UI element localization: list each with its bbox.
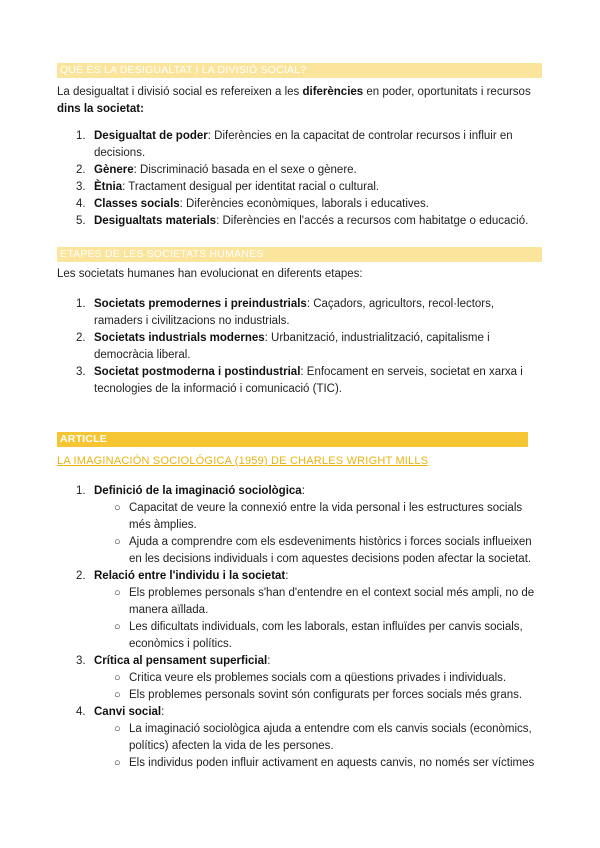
- sub-list-item: ○ Les dificultats individuals, com les laborals, estan influïdes per canvis socials, econòmics i polítics.: [114, 621, 523, 650]
- sub-list-item: ○ Ajuda a comprendre com els esdeveniments històrics i forces socials influeixen en les decisions individuals i com aquestes decisions poden afectar la societat.: [114, 536, 532, 565]
- sub-list-item: ○ Els problemes personals s'han d'entendre en el context social més ampli, no de manera aïllada.: [114, 587, 535, 616]
- section-intro-etapes: Les societats humanes han evolucionat en diferents etapes:: [57, 268, 363, 280]
- section-intro-desigualtat: La desigualtat i divisió social es refereixen a les diferències en poder, oportunitats i recursos dins la societat:: [57, 86, 531, 115]
- circle-bullet-icon: ○: [114, 502, 121, 514]
- etapes-list: [57, 296, 545, 398]
- sub-list-item: ○ La imaginació sociològica ajuda a entendre com els canvis socials (econòmics, polítics) afecten la vida de les persones.: [114, 723, 532, 752]
- circle-bullet-icon: ○: [114, 621, 121, 633]
- sub-list: [94, 670, 545, 704]
- sub-list-item: ○ Els individus poden influir activament en aquests canvis, no només ser víctimes: [57, 755, 545, 772]
- list-item: 2. Gènere: Discriminació basada en el sexe o gènere.: [76, 164, 357, 176]
- list-item: 3. Ètnia: Tractament desigual per identitat racial o cultural.: [76, 181, 380, 193]
- article-list: [57, 483, 545, 772]
- sub-list-item: ○ Els problemes personals sovint són configurats per forces socials més grans.: [57, 687, 545, 704]
- list-item: 4. Classes socials: Diferències econòmiques, laborals i educatives.: [76, 198, 429, 210]
- list-item: 2. Societats industrials modernes: Urbanització, industrialització, capitalisme i democràcia liberal.: [76, 332, 490, 361]
- list-item: 2. Relació entre l'individu i la societat: ○ Els problemes personals s'han d'entendre en el context social més ampli, no de manera aïllada. ○ Les dificultats individuals, com les laborals, estan influïdes per canvis socials, econòmics i polítics.: [57, 568, 545, 653]
- list-item: 4. Canvi social: ○ La imaginació sociològica ajuda a entendre com els canvis socials (econòmics, polítics) afecten la vida de les persones. ○ Els individus poden influir activament en aquests canvis, no només ser víctimes: [57, 704, 545, 772]
- article-title-link[interactable]: LA IMAGINACIÓN SOCIOLÓGICA (1959) DE CHARLES WRIGHT MILLS: [57, 455, 429, 467]
- desigualtat-list: [57, 128, 545, 230]
- sub-list-item: ○ Critica veure els problemes socials com a qüestions privades i individuals.: [57, 670, 545, 687]
- sub-list: [94, 500, 545, 568]
- sub-list-item: ○ Capacitat de veure la connexió entre la vida personal i les estructures socials més àmplies.: [114, 502, 523, 531]
- list-item: 5. Desigualtats materials: Diferències en l'accés a recursos com habitatge o educació.: [76, 215, 529, 227]
- circle-bullet-icon: ○: [114, 536, 121, 548]
- circle-bullet-icon: ○: [114, 672, 121, 684]
- section-heading-desigualtat: QUÈ ÉS LA DESIGUALTAT I LA DIVISIÓ SOCIAL?: [57, 63, 542, 78]
- circle-bullet-icon: ○: [114, 587, 121, 599]
- list-item: 1. Definició de la imaginació sociològica: ○ Capacitat de veure la connexió entre la vida personal i les estructures socials més àmplies. ○ Ajuda a comprendre com els esdeveniments històrics i forces socials influeixen en les decisions individuals i com aquestes decisions poden afectar la societat.: [57, 483, 545, 568]
- sub-list: [94, 721, 545, 772]
- section-heading-etapes: ETAPES DE LES SOCIETATS HUMANES: [57, 247, 542, 262]
- article-label: ARTICLE: [57, 432, 528, 447]
- sub-list: [94, 585, 545, 653]
- circle-bullet-icon: ○: [114, 757, 121, 769]
- circle-bullet-icon: ○: [114, 723, 121, 735]
- circle-bullet-icon: ○: [114, 689, 121, 701]
- list-item: 3. Crítica al pensament superficial: ○ Critica veure els problemes socials com a qüestions privades i individuals. ○ Els problemes personals sovint són configurats per forces socials més grans.: [57, 653, 545, 704]
- list-item: 1. Desigualtat de poder: Diferències en la capacitat de controlar recursos i influir en decisions.: [76, 130, 513, 159]
- list-item: 3. Societat postmoderna i postindustrial: Enfocament en serveis, societat en xarxa i tecnologies de la informació i comunicació (TIC).: [76, 366, 523, 395]
- list-item: 1. Societats premodernes i preindustrials: Caçadors, agricultors, recol·lectors, ramaders i civilitzacions no industrials.: [76, 298, 495, 327]
